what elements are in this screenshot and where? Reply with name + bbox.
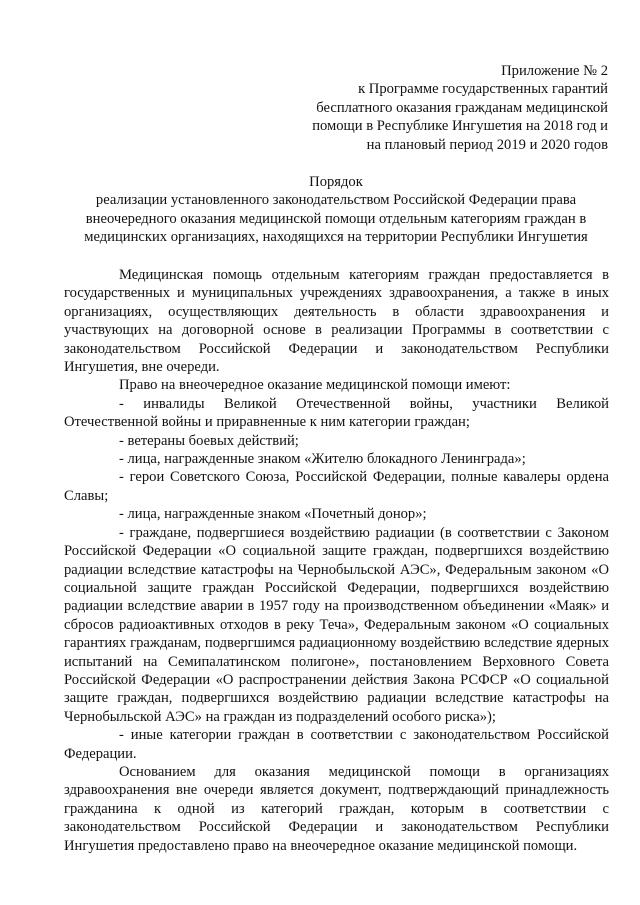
- appendix-line: бесплатного оказания гражданам медицинской: [316, 99, 608, 116]
- paragraph-basis: Основанием для оказания медицинской помощи в организациях здравоохранения вне очереди является документ, подтверждающий принадлежность гражданина к одной из категорий граждан, которым в соответствии с законодательством Российской Федерации и законодательством Республики Ингушетия предоставлено право на внеочередное оказание медицинской помощи.: [64, 763, 609, 854]
- title-heading: Порядок: [309, 174, 363, 190]
- appendix-header: [228, 62, 608, 154]
- list-item-radiation: - граждане, подвергшиеся воздействию радиации (в соответствии с Законом Российской Федерации «О социальной защите граждан, подвергшихся воздействию радиации вследствие катастрофы на Чернобыльской АЭС», Федеральным законом «О социальной защите граждан Российской Федерации, подвергшихся воздействию радиации вследствие аварии в 1957 году на производственном объединении «Маяк» и сбросов радиоактивных отходов в реку Теча», Федеральным законом «О социальных гарантиях гражданам, подвергшимся радиационному воздействию вследствие ядерных испытаний на Семипалатинском полигоне», постановлением Верховного Совета Российской Федерации «О распространении действия Закона РСФСР «О социальной защите граждан, подвергшихся воздействию радиации вследствие катастрофы на Чернобыльской АЭС» на граждан из подразделений особого риска»);: [64, 524, 609, 725]
- list-item-other-categories: - иные категории граждан в соответствии с законодательством Российской Федерации.: [64, 727, 609, 762]
- appendix-line: к Программе государственных гарантий: [358, 81, 608, 98]
- paragraph-right-heading: Право на внеочередное оказание медицинской помощи имеют:: [119, 377, 511, 394]
- list-item-combat-veterans: - ветераны боевых действий;: [119, 432, 299, 449]
- list-item-honorary-donor: - лица, награжденные знаком «Почетный донор»;: [119, 506, 427, 523]
- title-line: внеочередного оказания медицинской помощи отдельным категориям граждан в: [85, 210, 587, 227]
- appendix-line: на плановый период 2019 и 2020 годов: [366, 136, 608, 153]
- document-body: [64, 266, 609, 855]
- list-item-leningrad-siege: - лица, награжденные знаком «Жителю блокадного Ленинграда»;: [119, 451, 526, 468]
- document-title: [64, 173, 608, 247]
- appendix-number: Приложение № 2: [501, 63, 608, 79]
- appendix-line: помощи в Республике Ингушетия на 2018 год и: [312, 118, 608, 135]
- list-item-war-invalids: - инвалиды Великой Отечественной войны, участники Великой Отечественной войны и приравненные к ним категории граждан;: [64, 395, 609, 431]
- title-line: медицинских организациях, находящихся на территории Республики Ингушетия: [84, 229, 588, 246]
- list-item-heroes: - герои Советского Союза, Российской Федерации, полные кавалеры ордена Славы;: [64, 469, 609, 504]
- paragraph-intro: Медицинская помощь отдельным категориям граждан предоставляется в государственных и муниципальных учреждениях здравоохранения, а также в иных организациях, осуществляющих деятельность в области здравоохранения и участвующих на договорной основе в реализации Программы в соответствии с законодательством Российской Федерации и законодательством Республики Ингушетия, вне очереди.: [64, 267, 609, 376]
- title-line: реализации установленного законодательством Российской Федерации права: [95, 192, 577, 209]
